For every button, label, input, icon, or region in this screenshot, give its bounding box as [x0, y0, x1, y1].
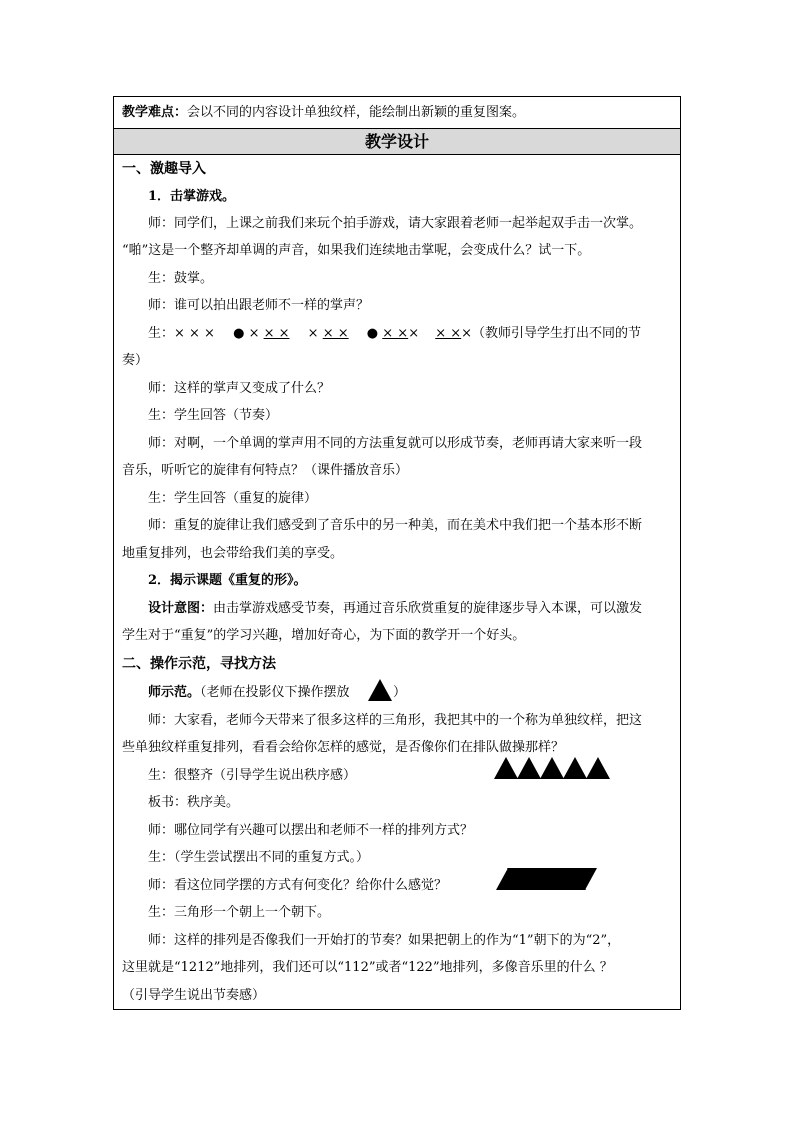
para-line: 学生对于“重复”的学习兴趣，增加好奇心，为下面的教学开一个好头。: [122, 628, 526, 643]
rhythm-part: × ×: [263, 326, 290, 341]
para-line: 生：很整齐（引导学生说出秩序感）: [148, 768, 357, 783]
rhythm-part: ×（教师引导学生打出不同的节: [461, 326, 642, 341]
design-intent-text: 由击掌游戏感受节奏，再通过音乐欣赏重复的旋律逐步导入本课，可以激发: [213, 601, 643, 616]
demo-end: ）: [393, 685, 407, 700]
para-line: 师：对啊，一个单调的掌声用不同的方法重复就可以形成节奏，老师再请大家来听一段: [148, 436, 643, 451]
triangle-down-icon: [573, 868, 597, 890]
triangle-up-icon: [563, 757, 587, 779]
para-line: 地重复排列，也会带给我们美的享受。: [122, 546, 344, 561]
para-line: （引导学生说出节奏感）: [122, 988, 266, 1003]
para-line: 师：同学们，上课之前我们来玩个拍手游戏，请大家跟着老师一起举起双手击一次掌。: [148, 216, 643, 231]
para-line: 生：三角形一个朝上一个朝下。: [148, 905, 331, 920]
design-header: 教学设计: [114, 129, 680, 155]
triangle-row-alternating: [496, 868, 596, 890]
para-line: 师：这样的排列是否像我们一开始打的节奏？如果把朝上的作为“1”朝下的为“2”，: [148, 933, 621, 948]
para-line: 生：（学生尝试摆出不同的重复方式。）: [148, 850, 370, 865]
triangle-icon: [368, 679, 392, 701]
para-line: 生：学生回答（重复的旋律）: [148, 491, 318, 506]
demo-label: 师示范。: [148, 685, 201, 700]
section-1-title: 一、激趣导入: [122, 161, 206, 177]
para-line: 师：大家看，老师今天带来了很多这样的三角形，我把其中的一个称为单独纹样，把这: [148, 713, 643, 728]
para-line: 师：哪位同学有兴趣可以摆出和老师不一样的排列方式？: [148, 823, 474, 838]
para-line: 音乐，听听它的旋律有何特点？（课件播放音乐）: [122, 463, 409, 478]
step-1: 1．击掌游戏。: [148, 189, 236, 204]
triangle-up-icon: [586, 757, 610, 779]
rhythm-line: [148, 325, 641, 343]
rhythm-part: × ×: [435, 326, 462, 341]
para-line: 板书：秩序美。: [148, 795, 240, 810]
rhythm-part: ●: [366, 326, 379, 341]
para-line: 生：鼓掌。: [148, 271, 214, 286]
para-line: 师：这样的掌声又变成了什么？: [148, 381, 331, 396]
difficulty-row: [114, 97, 680, 129]
para-line: 这里就是“1212”地排列，我们还可以“112”或者“122”地排列，多像音乐里的什么 ？: [122, 960, 613, 975]
demo-text: （老师在投影仪下操作摆放: [200, 685, 350, 700]
design-intent-label: 设计意图：: [148, 601, 214, 616]
para-line: 些单独纹样重复排列，看看会给你怎样的感觉，是否像你们在排队做操那样？: [122, 740, 565, 755]
triangle-row-orderly: [494, 757, 609, 779]
para-line: 师：看这位同学摆的方式有何变化？给你什么感觉？: [148, 878, 448, 893]
para-line: 师：谁可以拍出跟老师不一样的掌声？: [148, 298, 370, 313]
para-line: “啪”这是一个整齐却单调的声音，如果我们连续地击掌呢，会变成什么？试一下。: [122, 243, 591, 258]
difficulty-label: 教学难点：: [122, 105, 188, 120]
triangle-up-icon: [517, 757, 541, 779]
rhythm-part: × ×: [322, 326, 349, 341]
design-intent-line: [148, 600, 642, 618]
rhythm-part: × ×: [382, 326, 409, 341]
rhythm-part: 生：× × ×: [148, 326, 215, 341]
para-line: 生：学生回答（节奏）: [148, 408, 279, 423]
rhythm-part: ● ×: [233, 326, 260, 341]
demo-line: [148, 684, 350, 702]
rhythm-part: ×: [307, 326, 319, 341]
step-2: 2．揭示课题《重复的形》。: [148, 573, 307, 588]
triangle-up-icon: [494, 757, 518, 779]
para-line: 奏）: [122, 353, 149, 368]
section-2-title: 二、操作示范，寻找方法: [122, 656, 276, 672]
triangle-up-icon: [540, 757, 564, 779]
rhythm-part: ×: [408, 326, 420, 341]
difficulty-text: 会以不同的内容设计单独纹样，能绘制出新颖的重复图案。: [187, 105, 526, 120]
para-line: 师：重复的旋律让我们感受到了音乐中的另一种美，而在美术中我们把一个基本形不断: [148, 518, 643, 533]
